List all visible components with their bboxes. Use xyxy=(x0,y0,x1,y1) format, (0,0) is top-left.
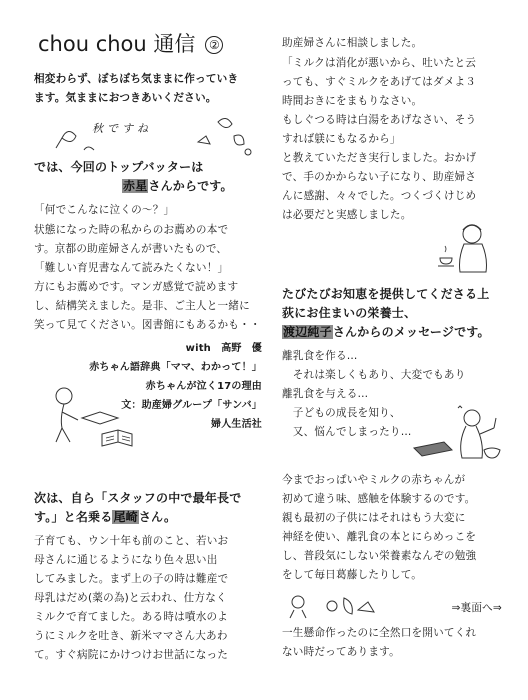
newsletter-title: chou chou 通信 ② xyxy=(38,36,223,54)
poem-line-2: それは楽しくもあり、大変でもあり xyxy=(282,369,466,381)
staff-body-line-7: て。すぐ病院にかけつけお世話になった xyxy=(34,649,229,661)
staff-continued-line-9: んに感謝、々々でした。つくづくけじめ xyxy=(282,190,477,202)
last-line-1: 一生懸命作ったのに全然口を開いてくれ xyxy=(282,627,477,639)
doodle-handwritten-text: 秋ですね xyxy=(92,122,152,135)
nutri-head-line-2: 荻にお住まいの栄養士、 xyxy=(282,306,417,320)
topbatter-line-1: では、今回のトップバッターは xyxy=(34,160,204,174)
book-body-line-2: す。京都の助産婦さんが書いたもので、 xyxy=(34,243,228,255)
reading-figure-doodle xyxy=(42,378,152,458)
nutri-head-line-1: たびたびお知恵を提供してくださる上 xyxy=(282,287,490,301)
staff-body-line-4: 母乳はだめ(薬の為)と云われ、仕方なく xyxy=(34,592,227,604)
staff-body-line-3: してみました。まず上の子の時は難産で xyxy=(34,573,229,585)
book-body-line-5: し、結構笑えました。是非、ご主人と一緒に xyxy=(34,300,250,312)
nutri-body-line-4: 神経を使い、離乳食の本とにらめっこを xyxy=(282,531,477,543)
cooking-mother-doodle xyxy=(410,404,506,470)
nutri-body-line-6: をして毎日葛藤したりして。 xyxy=(282,569,423,581)
baby-toys-doodle xyxy=(284,588,384,622)
contributor-name-ozaki: 尾崎 xyxy=(113,510,138,524)
book-body-line-1: 状態になった時の私からのお薦めの本で xyxy=(34,224,229,236)
book-quote: 「何でこんなに泣くの～？」 xyxy=(34,204,175,216)
topbatter-line-2: 赤星さんからです。 xyxy=(123,179,233,193)
staff-continued-line-1: 助産婦さんに相談しました。 xyxy=(282,37,423,49)
contributor-name-watanabe: 渡辺純子 xyxy=(283,325,332,339)
staff-continued-line-4: 時間おきにをまもりなさい。 xyxy=(282,95,423,107)
staff-continued-line-6: すれば躾にもなるから」 xyxy=(282,133,401,145)
book-publisher: 婦人生活社 xyxy=(211,419,262,430)
staff-body-line-1: 子育ても、ウン十年も前のこと、若いお xyxy=(34,535,229,547)
nutri-head-line-3: 渡辺純子さんからのメッセージです。 xyxy=(283,325,490,339)
intro-line-1: 相変わらず、ぼちぼち気ままに作っていき xyxy=(34,73,239,85)
last-line-2: ない時だってあります。 xyxy=(282,646,400,658)
staff-head-line-1: 次は、自ら「スタッフの中で最年長で xyxy=(34,491,242,505)
contributor-name-akaboshi: 赤星 xyxy=(123,179,148,193)
intro-line-2: ます。気ままにおつきあいください。 xyxy=(34,92,217,104)
book-author: 文：助産婦グループ「サンバ」 xyxy=(121,400,262,411)
staff-body-line-5: ミルクで育てました。ある時は噴水のよ xyxy=(34,611,229,623)
autumn-leaves-doodle xyxy=(48,108,258,158)
book-illustrator: with 高野 優 xyxy=(185,343,262,354)
book-title: 赤ちゃん語辞典「ママ、わかって！」 xyxy=(89,362,262,373)
issue-number: ② xyxy=(205,36,223,54)
nutri-body-line-1: 今までおっぱいやミルクの赤ちゃんが xyxy=(282,474,466,486)
book-subtitle: 赤ちゃんが泣く17の理由 xyxy=(145,381,262,392)
staff-body-line-2: 母さんに通じるようになり色々思い出 xyxy=(34,554,218,566)
continue-to-back: ⇒裏面へ⇒ xyxy=(451,602,502,614)
poem-line-4: 子どもの成長を知り、 xyxy=(282,407,401,419)
staff-continued-line-5: もしぐつる時は白湯をあげなさい、そう xyxy=(282,114,477,126)
staff-body-line-6: うにミルクを吐き、新米ママさん大あわ xyxy=(34,630,228,642)
book-body-line-3: 「難しい育児書なんて読みたくない！」 xyxy=(34,262,229,274)
staff-continued-line-7: と教えていただき実行しました。おかげ xyxy=(282,152,477,164)
staff-continued-line-3: っても、すぐミルクをあげてはダメよ３ xyxy=(282,76,477,88)
woman-tea-doodle xyxy=(432,218,506,276)
poem-line-5: 又、悩んでしまったり… xyxy=(282,426,412,438)
staff-head-line-2: す。」と名乗る尾崎さん。 xyxy=(34,510,177,524)
nutri-body-line-3: 親も最初の子供にはそれはもう大変に xyxy=(282,512,466,524)
poem-line-1: 離乳食を作る… xyxy=(282,350,358,362)
staff-continued-line-2: 「ミルクは消化が悪いから、吐いたと云 xyxy=(282,57,477,69)
nutri-body-line-5: し、普段気にしない栄養素なんぞの勉強 xyxy=(282,550,477,562)
book-body-line-6: 笑って見てください。図書館にもあるかも・・ xyxy=(34,319,261,331)
nutri-body-line-2: 初めて違う味、感触を体験するのです。 xyxy=(282,493,476,505)
book-body-line-4: 方にもお薦めです。マンガ感覚で読めます xyxy=(34,281,239,293)
poem-line-3: 離乳食を与える… xyxy=(282,388,369,400)
staff-continued-line-10: は必要だと実感しました。 xyxy=(282,209,412,221)
staff-continued-line-8: で、手のかからない子になり、助産婦さ xyxy=(282,171,477,183)
